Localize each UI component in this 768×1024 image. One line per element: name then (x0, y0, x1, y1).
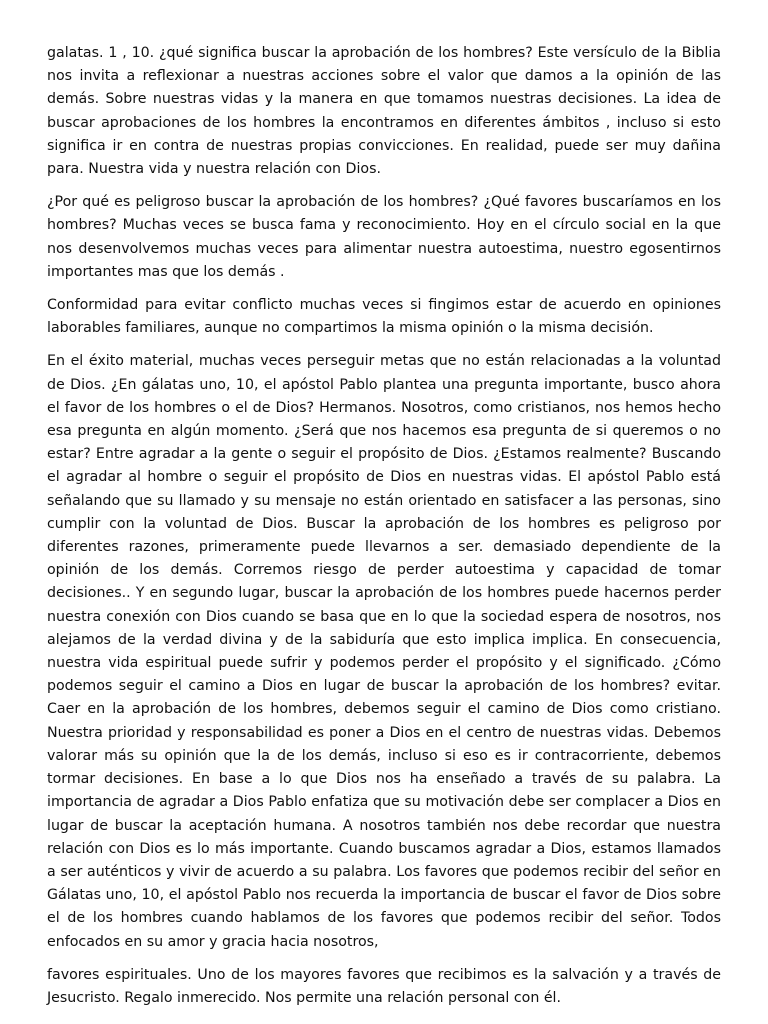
paragraph-3: Conformidad para evitar conflicto muchas veces si fingimos estar de acuerdo en opiniones laborables familiares, aunque no compartimos la misma opinión o la misma decisión. (47, 297, 721, 337)
paragraph-5: favores espirituales. Uno de los mayores favores que recibimos es la salvación y a través de Jesucristo. Regalo inmerecido. Nos permite una relación personal con él. (47, 966, 721, 1006)
paragraph-2: ¿Por qué es peligroso buscar la aprobación de los hombres? ¿Qué favores buscaríamos en los hombres? Muchas veces se busca fama y reconocimiento. Hoy en el círculo social en la que nos desenvolvemos muchas veces para alimentar nuestra autoestima, nuestro egosentirnos importantes mas que los demás . (47, 194, 721, 280)
paragraph-1: galatas. 1 , 10. ¿qué significa buscar la aprobación de los hombres? Este versículo de la Biblia nos invita a reflexionar a nuestras acciones sobre el valor que damos a la opinión de las demás. Sobre nuestras vidas y la manera en que tomamos nuestras decisiones. La idea de buscar aprobaciones de los hombres la encontramos en diferentes ámbitos , incluso si esto significa ir en contra de nuestras propias convicciones. En realidad, puede ser muy dañina para. Nuestra vida y nuestra relación con Dios. (47, 45, 721, 178)
paragraph-4: En el éxito material, muchas veces perseguir metas que no están relacionadas a la voluntad de Dios. ¿En gálatas uno, 10, el apóstol Pablo plantea una pregunta importante, busco ahora el favor de los hombres o el de Dios? Hermanos. Nosotros, como cristianos, nos hemos hecho esa pregunta en algún momento. ¿Será que nos hacemos esa pregunta de si queremos o no estar? Entre agradar a la gente o seguir el propósito de Dios. ¿Estamos realmente? Buscando el agradar al hombre o seguir el propósito de Dios en nuestras vidas. El apóstol Pablo está señalando que su llamado y su mensaje no están orientado en satisfacer a las personas, sino cumplir con la voluntad de Dios. Buscar la aprobación de los hombres es peligroso por diferentes razones, primeramente puede llevarnos a ser. demasiado dependiente de la opinión de los demás. Corremos riesgo de perder autoestima y capacidad de tomar decisiones.. Y en segundo lugar, buscar la aprobación de los hombres puede hacernos perder nuestra conexión con Dios cuando se basa que en lo que la sociedad espera de nosotros, nos alejamos de la verdad divina y de la sabiduría que esto implica implica. En consecuencia, nuestra vida espiritual puede sufrir y podemos perder el propósito y el significado. ¿Cómo podemos seguir el camino a Dios en lugar de buscar la aprobación de los hombres? evitar. Caer en la aprobación de los hombres, debemos seguir el camino de Dios como cristiano. Nuestra prioridad y responsabilidad es poner a Dios en el centro de nuestras vidas. Debemos valorar más su opinión que la de los demás, incluso si eso es ir contracorriente, debemos tormar decisiones. En base a lo que Dios nos ha enseñado a través de su palabra. La importancia de agradar a Dios Pablo enfatiza que su motivación debe ser complacer a Dios en lugar de buscar la aceptación humana. A nosotros también nos debe recordar que nuestra relación con Dios es lo más importante. Cuando buscamos agradar a Dios, estamos llamados a ser auténticos y vivir de acuerdo a su palabra. Los favores que podemos recibir del señor en Gálatas uno, 10, el apóstol Pablo nos recuerda la importancia de buscar el favor de Dios sobre el de los hombres cuando hablamos de los favores que podemos recibir del señor. Todos enfocados en su amor y gracia hacia nosotros, (47, 353, 721, 950)
